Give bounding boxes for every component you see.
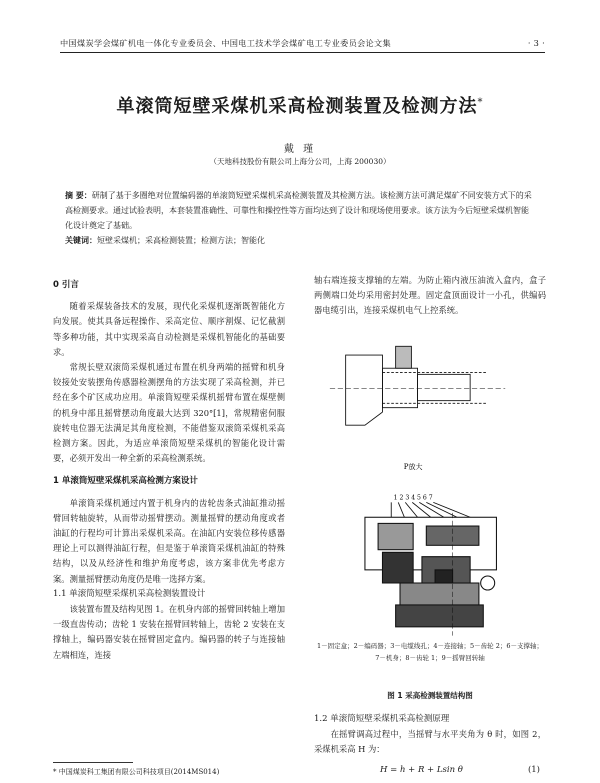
keywords-label: 关键词：	[65, 236, 97, 245]
author: 戴 瑾	[283, 144, 317, 155]
section-heading-intro: 0 引言	[53, 280, 79, 290]
keywords-text: 短壁采煤机；采高检测装置；检测方法；智能化	[97, 236, 265, 245]
paper-title: 单滚筒短壁采煤机采高检测装置及检测方法*	[116, 96, 484, 117]
paragraph: 常规长壁双滚筒采煤机通过布置在机身两端的摇臂和机身铰接处安装摆角传感器检测摆角的方法实现了采高检测，并已经在多个矿区成功应用。单滚筒短壁采煤机摇臂布置在煤壁侧的机身中部且摇臂摆动角度最大达到 320°[1]，常规精密伺服旋转电位器无法满足其角度检测，不能借鉴双滚筒采煤机采高检测方案。因此，为适应单滚筒短壁采煤机的智能化设计需要，必须开发出一种全新的采高检测系统。	[53, 362, 285, 464]
right-column-top	[314, 273, 546, 319]
journal-name: 中国煤炭学会煤矿机电一体化专业委员会、中国电工技术学会煤矿电工专业委员会论文集	[60, 38, 392, 48]
equation-number: (1)	[527, 765, 540, 775]
figure-caption: 图 1 采高检测装置结构图	[387, 691, 473, 700]
paragraph: 轴右端连接支撑轴的左端。为防止箱内液压油流入盒内，盒子两侧端口处均采用密封处理。固定盒顶面设计一小孔，供编码器电缆引出，连接采煤机电气上控系统。	[314, 275, 546, 316]
subsection-heading-1-1: 1.1 单滚筒短壁采煤机采高检测装置设计	[53, 588, 206, 599]
equation-text: H = h + R + Lsin θ	[380, 765, 463, 775]
figure-parts-legend: 1－固定盒；2－编码器；3－电缆线孔；4－连接轴；5－齿轮 2；6－支撑轴；7－机身；8－齿轮 1；9－摇臂回转轴	[316, 642, 543, 662]
figure-detail-label: P放大	[403, 462, 423, 472]
footnote-rule	[53, 762, 133, 763]
right-column-bottom	[314, 712, 546, 758]
title-footnote-mark: *	[477, 97, 484, 108]
footnote: * 中国煤炭科工集团有限公司科技项目(2014MS014)	[53, 768, 220, 776]
paragraph: 单滚筒采煤机通过内置于机身内的齿轮齿条式油缸推动摇臂回转轴旋转，从而带动摇臂摆动。测量摇臂的摆动角度或者油缸的行程均可计算出采煤机采高。在油缸内安装位移传感器理论上可以测得油缸行程，但是鉴于单滚筒采煤机油缸的特殊结构，以及从经济性和维护角度考虑，该方案非优先考虑方案。测量摇臂摆动角度仍是唯一选择方案。	[53, 497, 285, 584]
figure-part-numbers: 1 2 3 4 5 6 7	[393, 494, 433, 502]
paragraph: 该装置布置及结构见图 1。在机身内部的摇臂回转轴上增加一级直齿传动；齿轮 1 安装在摇臂回转轴上，齿轮 2 安装在支撑轴上，编码器安装在摇臂固定盒内。编码器的转子与连接轴左端相连，连接	[53, 604, 285, 660]
page-number: · 3 ·	[527, 38, 545, 48]
affiliation: （天地科技股份有限公司上海分公司，上海 200030）	[209, 157, 391, 166]
running-header	[60, 38, 545, 49]
left-column	[53, 278, 285, 663]
subsection-heading-1-2: 1.2 单滚筒短壁采煤机采高检测原理	[314, 714, 450, 724]
equation-1	[370, 765, 540, 775]
section-heading-1: 1 单滚筒短壁采煤机采高检测方案设计	[53, 476, 198, 487]
paragraph: 在摇臂调高过程中，当摇臂与水平夹角为 θ 时，如图 2，采煤机采高 H 为：	[314, 729, 546, 755]
header-rule	[60, 52, 545, 53]
paragraph: 随着采煤装备技术的发展，现代化采煤机逐渐既智能化方向发展。使其具备远程操作、采高定位、顺序割煤、记忆截割等多种功能，其中实现采高自动检测是采煤机智能化的基础要求。	[53, 301, 285, 357]
abstract	[65, 188, 535, 233]
abstract-text: 研制了基于多圈绝对位置编码器的单滚筒短壁采煤机采高检测装置及其检测方法。该检测方法可满足煤矿不同安装方式下的采高检测要求。通过试验表明，本套装置准确性、可靠性和操控性等方面均达到了设计和现场使用要求。该方法为今后短壁采煤机智能化设计奠定了基础。	[65, 191, 532, 230]
figure-1-drawing	[316, 320, 541, 640]
abstract-label: 摘 要：	[65, 191, 92, 200]
keywords	[65, 235, 535, 246]
